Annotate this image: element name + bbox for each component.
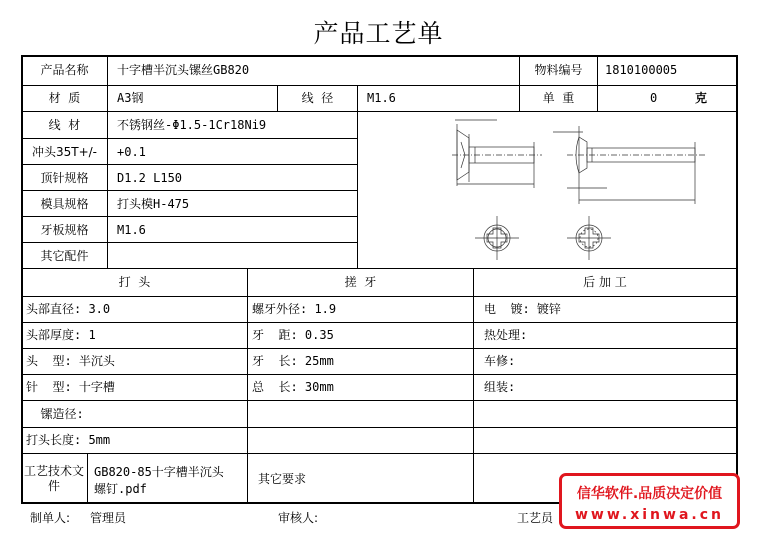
material-label: 材 质 — [48, 91, 81, 105]
spec-label: 其它配件 — [40, 249, 89, 263]
spec-value: 不锈钢丝-Φ1.5-1Cr18Ni9 — [117, 118, 267, 132]
heading-item: 头部厚度: 1 — [26, 328, 96, 342]
spec-label: 顶针规格 — [40, 171, 89, 185]
heading-item: 镙造径: — [26, 407, 84, 421]
watermark-line2: www.xinwa.cn — [575, 507, 724, 523]
rolling-item: 总 长: 30mm — [252, 380, 334, 394]
product-name-value: 十字槽半沉头镙丝GB820 — [117, 63, 250, 77]
wire-dia-value: M1.6 — [367, 91, 396, 105]
heading-item: 针 型: 十字槽 — [26, 380, 115, 394]
unit-weight-value: 0 — [650, 91, 658, 105]
unit-weight-label: 单 重 — [542, 91, 575, 105]
rolling-item: 牙 长: 25mm — [252, 354, 334, 368]
spec-label: 线 材 — [48, 118, 81, 132]
maker-value: 管理员 — [90, 511, 127, 525]
watermark-badge — [559, 473, 740, 529]
watermark-line1: 信华软件.品质决定价值 — [576, 486, 723, 502]
product-name-label: 产品名称 — [40, 63, 89, 77]
material-no-label: 物料编号 — [534, 63, 583, 77]
other-req-label: 其它要求 — [258, 472, 307, 486]
page-title: 产品工艺单 — [313, 19, 444, 48]
post-item: 组装: — [484, 380, 516, 394]
maker-label: 制单人: — [30, 511, 71, 525]
rolling-item: 牙 距: 0.35 — [252, 328, 334, 342]
screw-drawing — [357, 112, 738, 268]
reviewer-label: 审核人: — [278, 511, 319, 525]
process-label: 工艺员 — [517, 511, 554, 525]
table-border — [21, 55, 738, 57]
spec-label: 冲头35T+/- — [31, 145, 98, 159]
heading-item: 打头长度: 5mm — [26, 433, 111, 447]
section-heading: 打 头 — [118, 275, 151, 289]
spec-value: D1.2 L150 — [117, 171, 183, 185]
post-item: 车修: — [484, 354, 516, 368]
heading-item: 头 型: 半沉头 — [26, 354, 115, 368]
wire-dia-label: 线 径 — [301, 91, 334, 105]
spec-value: +0.1 — [117, 145, 146, 159]
material-no-value: 1810100005 — [605, 63, 678, 77]
spec-value: M1.6 — [117, 223, 146, 237]
tech-doc-line2[interactable]: 螺钉.pdf — [94, 482, 147, 496]
post-item: 热处理: — [484, 328, 528, 342]
tech-doc-line1[interactable]: GB820-85十字槽半沉头 — [94, 465, 224, 479]
rolling-item: 螺牙外径: 1.9 — [252, 302, 337, 316]
section-rolling: 搓 牙 — [344, 275, 377, 289]
spec-label: 牙板规格 — [40, 223, 89, 237]
section-post: 后 加 工 — [583, 275, 627, 289]
post-item: 电 镀: 镀锌 — [484, 302, 561, 316]
tech-doc-label: 工艺技术文件 — [24, 464, 85, 493]
spec-label: 模具规格 — [40, 197, 89, 211]
material-value: A3钢 — [117, 91, 144, 105]
unit-weight-unit: 克 — [695, 91, 708, 105]
spec-value: 打头模H-475 — [117, 197, 190, 211]
heading-item: 头部直径: 3.0 — [26, 302, 111, 316]
